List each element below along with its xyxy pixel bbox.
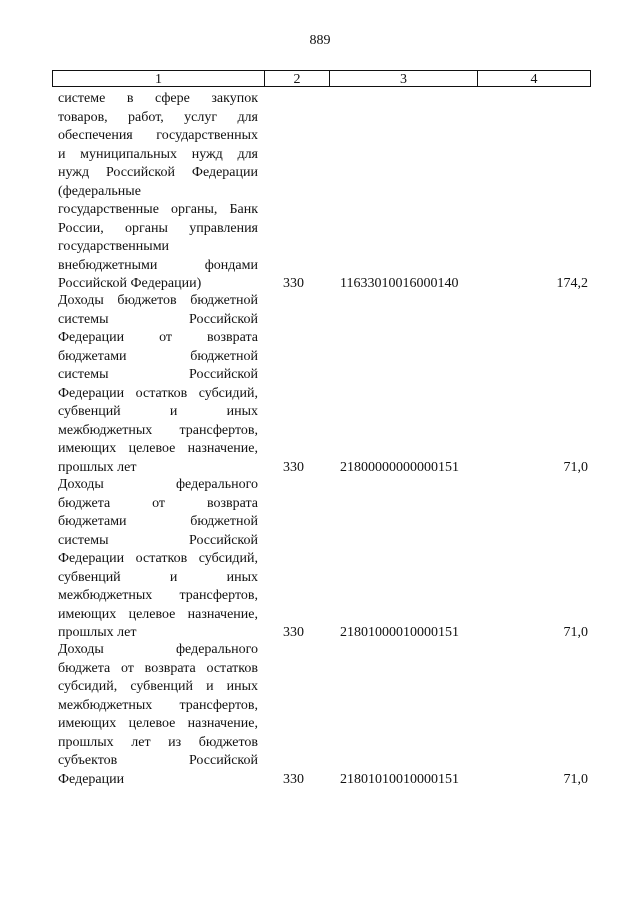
table-row: [58, 641, 588, 789]
description-line: Федерации остатков субсидий,: [58, 551, 258, 566]
description-line: имеющих целевое назначение,: [58, 606, 258, 622]
row-description: [58, 641, 258, 789]
header-col-1: 1: [53, 71, 265, 86]
description-line: Доходы бюджетов бюджетной: [58, 293, 258, 308]
description-line: межбюджетных трансфертов,: [58, 422, 258, 438]
description-line: Российской Федерации): [58, 276, 202, 291]
row-description: [58, 90, 258, 294]
description-line: межбюджетных трансфертов,: [58, 588, 258, 603]
description-line: России, органы управления: [58, 220, 258, 236]
description-line: нужд Российской Федерации: [58, 165, 258, 180]
header-col-2: 2: [265, 71, 330, 86]
description-line: Доходы федерального: [58, 642, 258, 657]
description-line: внебюджетными фондами: [58, 257, 258, 273]
admin-code: 330: [283, 276, 304, 291]
description-line: государственными: [58, 239, 170, 254]
row-description: [58, 476, 258, 643]
description-line: системе в сфере закупок: [58, 91, 258, 106]
header-col-4: 4: [530, 72, 538, 87]
description-line: (федеральные: [58, 183, 141, 199]
description-line: имеющих целевое назначение,: [58, 716, 258, 731]
description-line: товаров, работ, услуг для: [58, 109, 258, 125]
admin-code: 330: [283, 459, 304, 475]
page-number: 889: [309, 33, 331, 48]
description-line: государственные органы, Банк: [58, 202, 258, 217]
description-line: системы Российской: [58, 532, 258, 548]
admin-code: 330: [283, 625, 304, 640]
description-line: бюджета от возврата: [58, 495, 258, 511]
budget-code: 21801010010000151: [340, 771, 459, 787]
amount-value: 71,0: [563, 625, 588, 640]
description-line: субсидий, субвенций и иных: [58, 679, 258, 694]
amount-value: 71,0: [563, 771, 588, 787]
description-line: Федерации: [58, 771, 125, 787]
admin-code: 330: [283, 771, 304, 787]
table-row: [58, 90, 588, 294]
description-line: системы Российской: [58, 367, 258, 382]
description-line: прошлых лет: [58, 459, 137, 475]
amount-value: 174,2: [556, 276, 588, 291]
description-line: субъектов Российской: [58, 753, 258, 768]
description-line: и муниципальных нужд для: [58, 146, 258, 162]
description-line: бюджетами бюджетной: [58, 348, 258, 364]
description-line: бюджетами бюджетной: [58, 514, 258, 529]
description-line: Федерации от возврата: [58, 330, 258, 345]
description-line: Доходы федерального: [58, 477, 258, 492]
description-line: межбюджетных трансфертов,: [58, 697, 258, 713]
description-line: прошлых лет: [58, 625, 137, 640]
description-line: бюджета от возврата остатков: [58, 660, 258, 676]
table-row: [58, 476, 588, 643]
description-line: обеспечения государственных: [58, 128, 258, 143]
description-line: Федерации остатков субсидий,: [58, 385, 258, 401]
description-line: субвенций и иных: [58, 404, 258, 419]
table-header-row: [52, 70, 591, 87]
amount-value: 71,0: [563, 459, 588, 475]
description-line: прошлых лет из бюджетов: [58, 734, 258, 750]
budget-code: 11633010016000140: [340, 276, 459, 291]
table-row: [58, 292, 588, 477]
budget-code: 21801000010000151: [340, 625, 459, 640]
description-line: системы Российской: [58, 311, 258, 327]
budget-code: 21800000000000151: [340, 459, 459, 475]
description-line: субвенций и иных: [58, 569, 258, 585]
row-description: [58, 292, 258, 477]
description-line: имеющих целевое назначение,: [58, 441, 258, 456]
header-col-3: 3: [330, 71, 478, 86]
